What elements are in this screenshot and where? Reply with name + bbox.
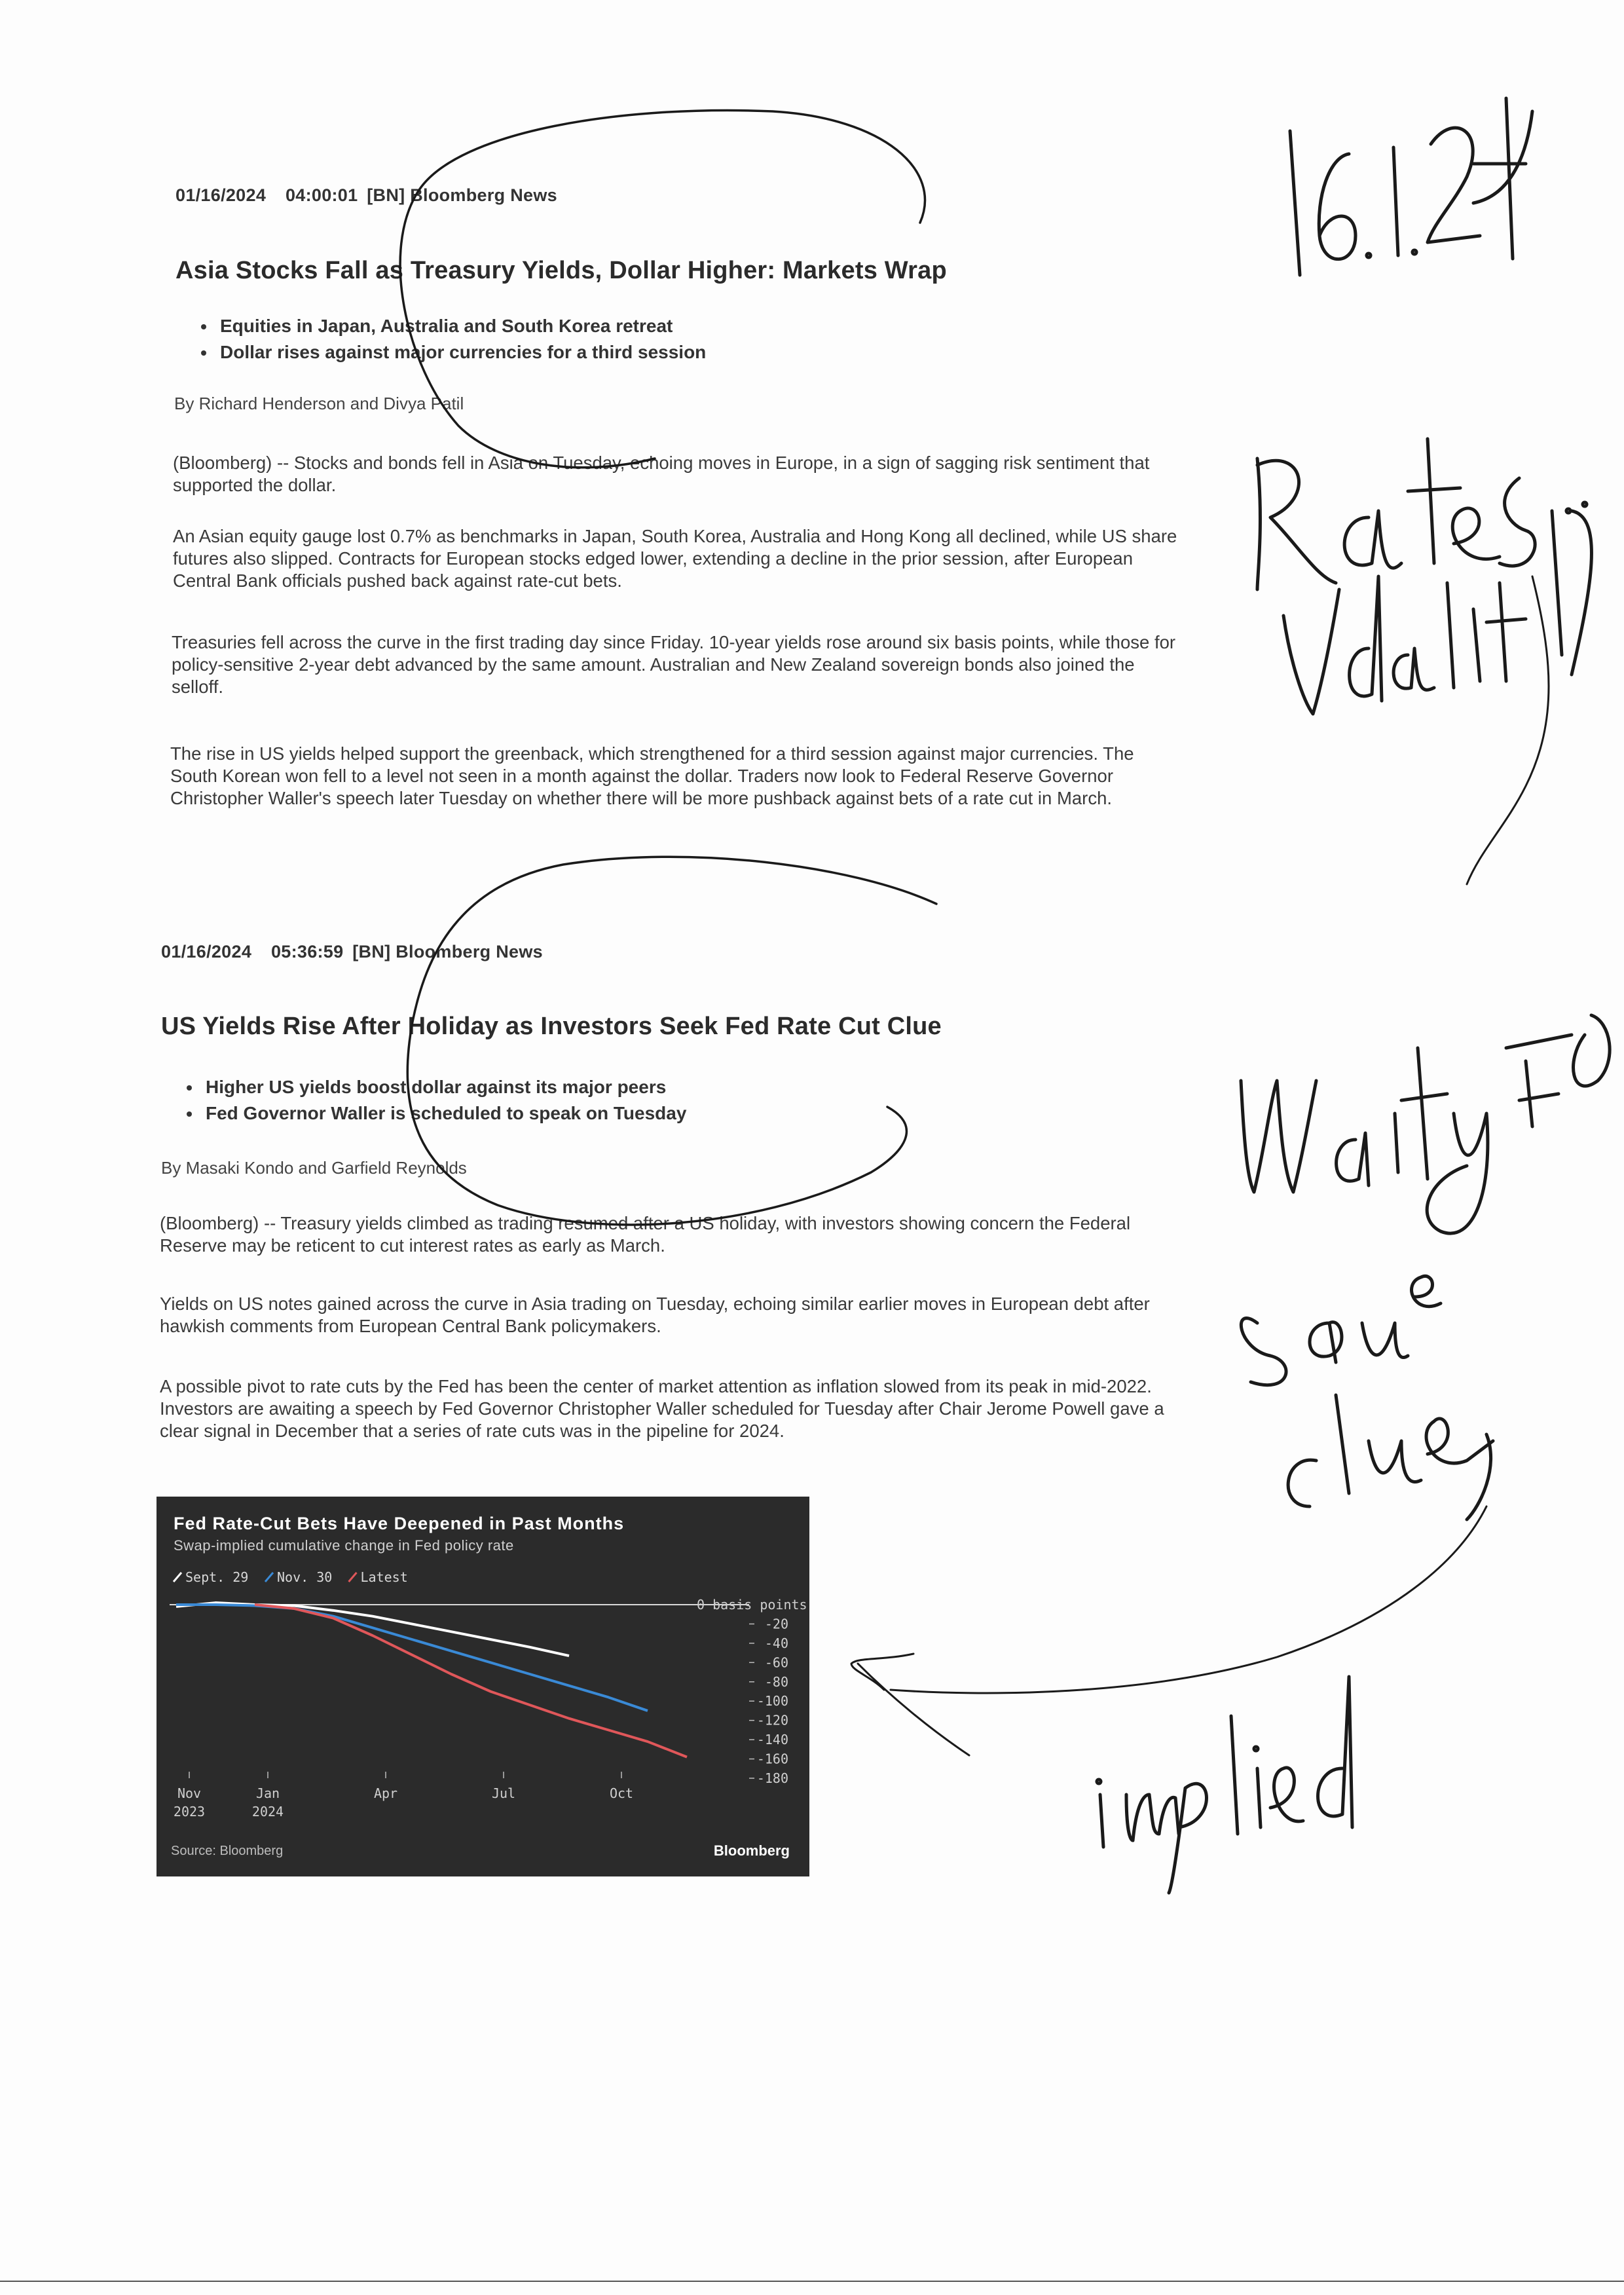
article2-paragraph: Yields on US notes gained across the curve in Asia trading on Tuesday, echoing similar earlier moves in European debt after hawkish comments from European Central Bank policymakers. [160,1294,1150,1336]
article1-headline: Asia Stocks Fall as Treasury Yields, Dollar Higher: Markets Wrap [175,257,947,284]
y-tick-label: 0 basis points [697,1597,807,1613]
annotation-arc-1 [400,111,925,468]
y-tick-label: -60 [764,1654,788,1671]
chart-brand: Bloomberg [713,1842,790,1859]
article2-paragraph: A possible pivot to rate cuts by the Fed has been the center of market attention as inflation slowed from its peak in mid-2022. Investors are awaiting a speech by Fed Governor Christopher Waller scheduled for Tuesday after Chair Jerome Powell gave a clear signal in December that a series of rate cuts was in the pipeline for 2024. [160,1376,1164,1441]
x-tick-label: Oct [609,1785,634,1801]
chart-title: Fed Rate-Cut Bets Have Deepened in Past Months [174,1514,625,1533]
x-tick-label: Nov [177,1785,202,1801]
article1-bullet: • Equities in Japan, Australia and South Korea retreat [216,313,1067,339]
handwritten-note-implied [1097,1677,1352,1893]
handwritten-note-waiting-for-some-clue [1241,1015,1610,1520]
article1-source: [BN] Bloomberg News [367,185,557,205]
y-tick-label: -100 [756,1693,788,1709]
legend-label: Sept. 29 [185,1569,249,1585]
article2-byline: By Masaki Kondo and Garfield Reynolds [161,1158,467,1178]
article1-bullet: • Dollar rises against major currencies for a third session [216,339,1067,365]
chart-subtitle: Swap-implied cumulative change in Fed policy rate [174,1537,514,1554]
article2-headline: US Yields Rise After Holiday as Investors Seek Fed Rate Cut Clue [161,1013,942,1040]
article1-paragraph: Treasuries fell across the curve in the first trading day since Friday. 10-year yields rose around six basis points, while those for policy-sensitive 2-year debt advanced by the same amount. Australian and New Zealand sovereign bonds also joined the selloff. [172,632,1176,697]
chart-source-note: Source: Bloomberg [171,1844,284,1858]
y-tick-label: -80 [764,1673,788,1690]
y-tick-label: -140 [756,1732,788,1748]
article1-byline: By Richard Henderson and Divya Patil [174,394,464,413]
handwritten-arrow [851,1506,1486,1755]
article1-paragraph: (Bloomberg) -- Stocks and bonds fell in Asia on Tuesday, echoing moves in Europe, in a sign of sagging risk sentiment that supported the dollar. [173,453,1150,495]
x-tick-label: 2024 [251,1804,284,1819]
article2-source: [BN] Bloomberg News [352,942,543,961]
x-tick-label: 2023 [173,1804,206,1819]
article1-date: 01/16/2024 [175,185,267,205]
y-tick-label: -180 [756,1770,788,1786]
x-tick-label: Apr [373,1785,398,1801]
x-tick-label: Jan [255,1785,280,1801]
annotation-arc-2 [407,857,936,1225]
legend-label: Latest [360,1569,408,1585]
article2-date: 01/16/2024 [161,942,252,961]
page-bottom-rule [0,2281,1624,2282]
y-tick-label: -160 [756,1751,788,1767]
article1-paragraph: The rise in US yields helped support the greenback, which strengthened for a third session against major currencies. The South Korean won fell to a level not seen in a month against the dollar. Traders now look to Federal Reserve Governor Christopher Waller's speech later Tuesday on whether there will be more pushback against bets of a rate cut in March. [170,743,1134,808]
y-tick-label: -40 [764,1635,788,1651]
article2-bullet: • Fed Governor Waller is scheduled to speak on Tuesday [202,1100,1053,1127]
handwritten-date-16.1.24 [1290,98,1532,275]
article1-time: 04:00:01 [285,185,358,205]
article1-paragraph: An Asian equity gauge lost 0.7% as benchmarks in Japan, South Korea, Australia and Hong Kong all declined, while US share futures also slipped. Contracts for European stocks edged lower, extending a decline in the prior session, after European Central Bank officials pushed back against rate-cut bets. [173,526,1177,591]
article2-paragraph: (Bloomberg) -- Treasury yields climbed as trading resumed after a US holiday, with investors showing concern the Federal Reserve may be reticent to cut interest rates as early as March. [160,1213,1131,1256]
legend-label: Nov. 30 [277,1569,333,1585]
y-tick-label: -120 [756,1712,788,1728]
y-tick-label: -20 [764,1616,788,1632]
handwritten-note-rates-volatility [1257,439,1591,884]
article2-bullet: • Higher US yields boost dollar against its major peers [202,1074,1053,1100]
article2-time: 05:36:59 [270,942,344,961]
x-tick-label: Jul [491,1785,516,1801]
